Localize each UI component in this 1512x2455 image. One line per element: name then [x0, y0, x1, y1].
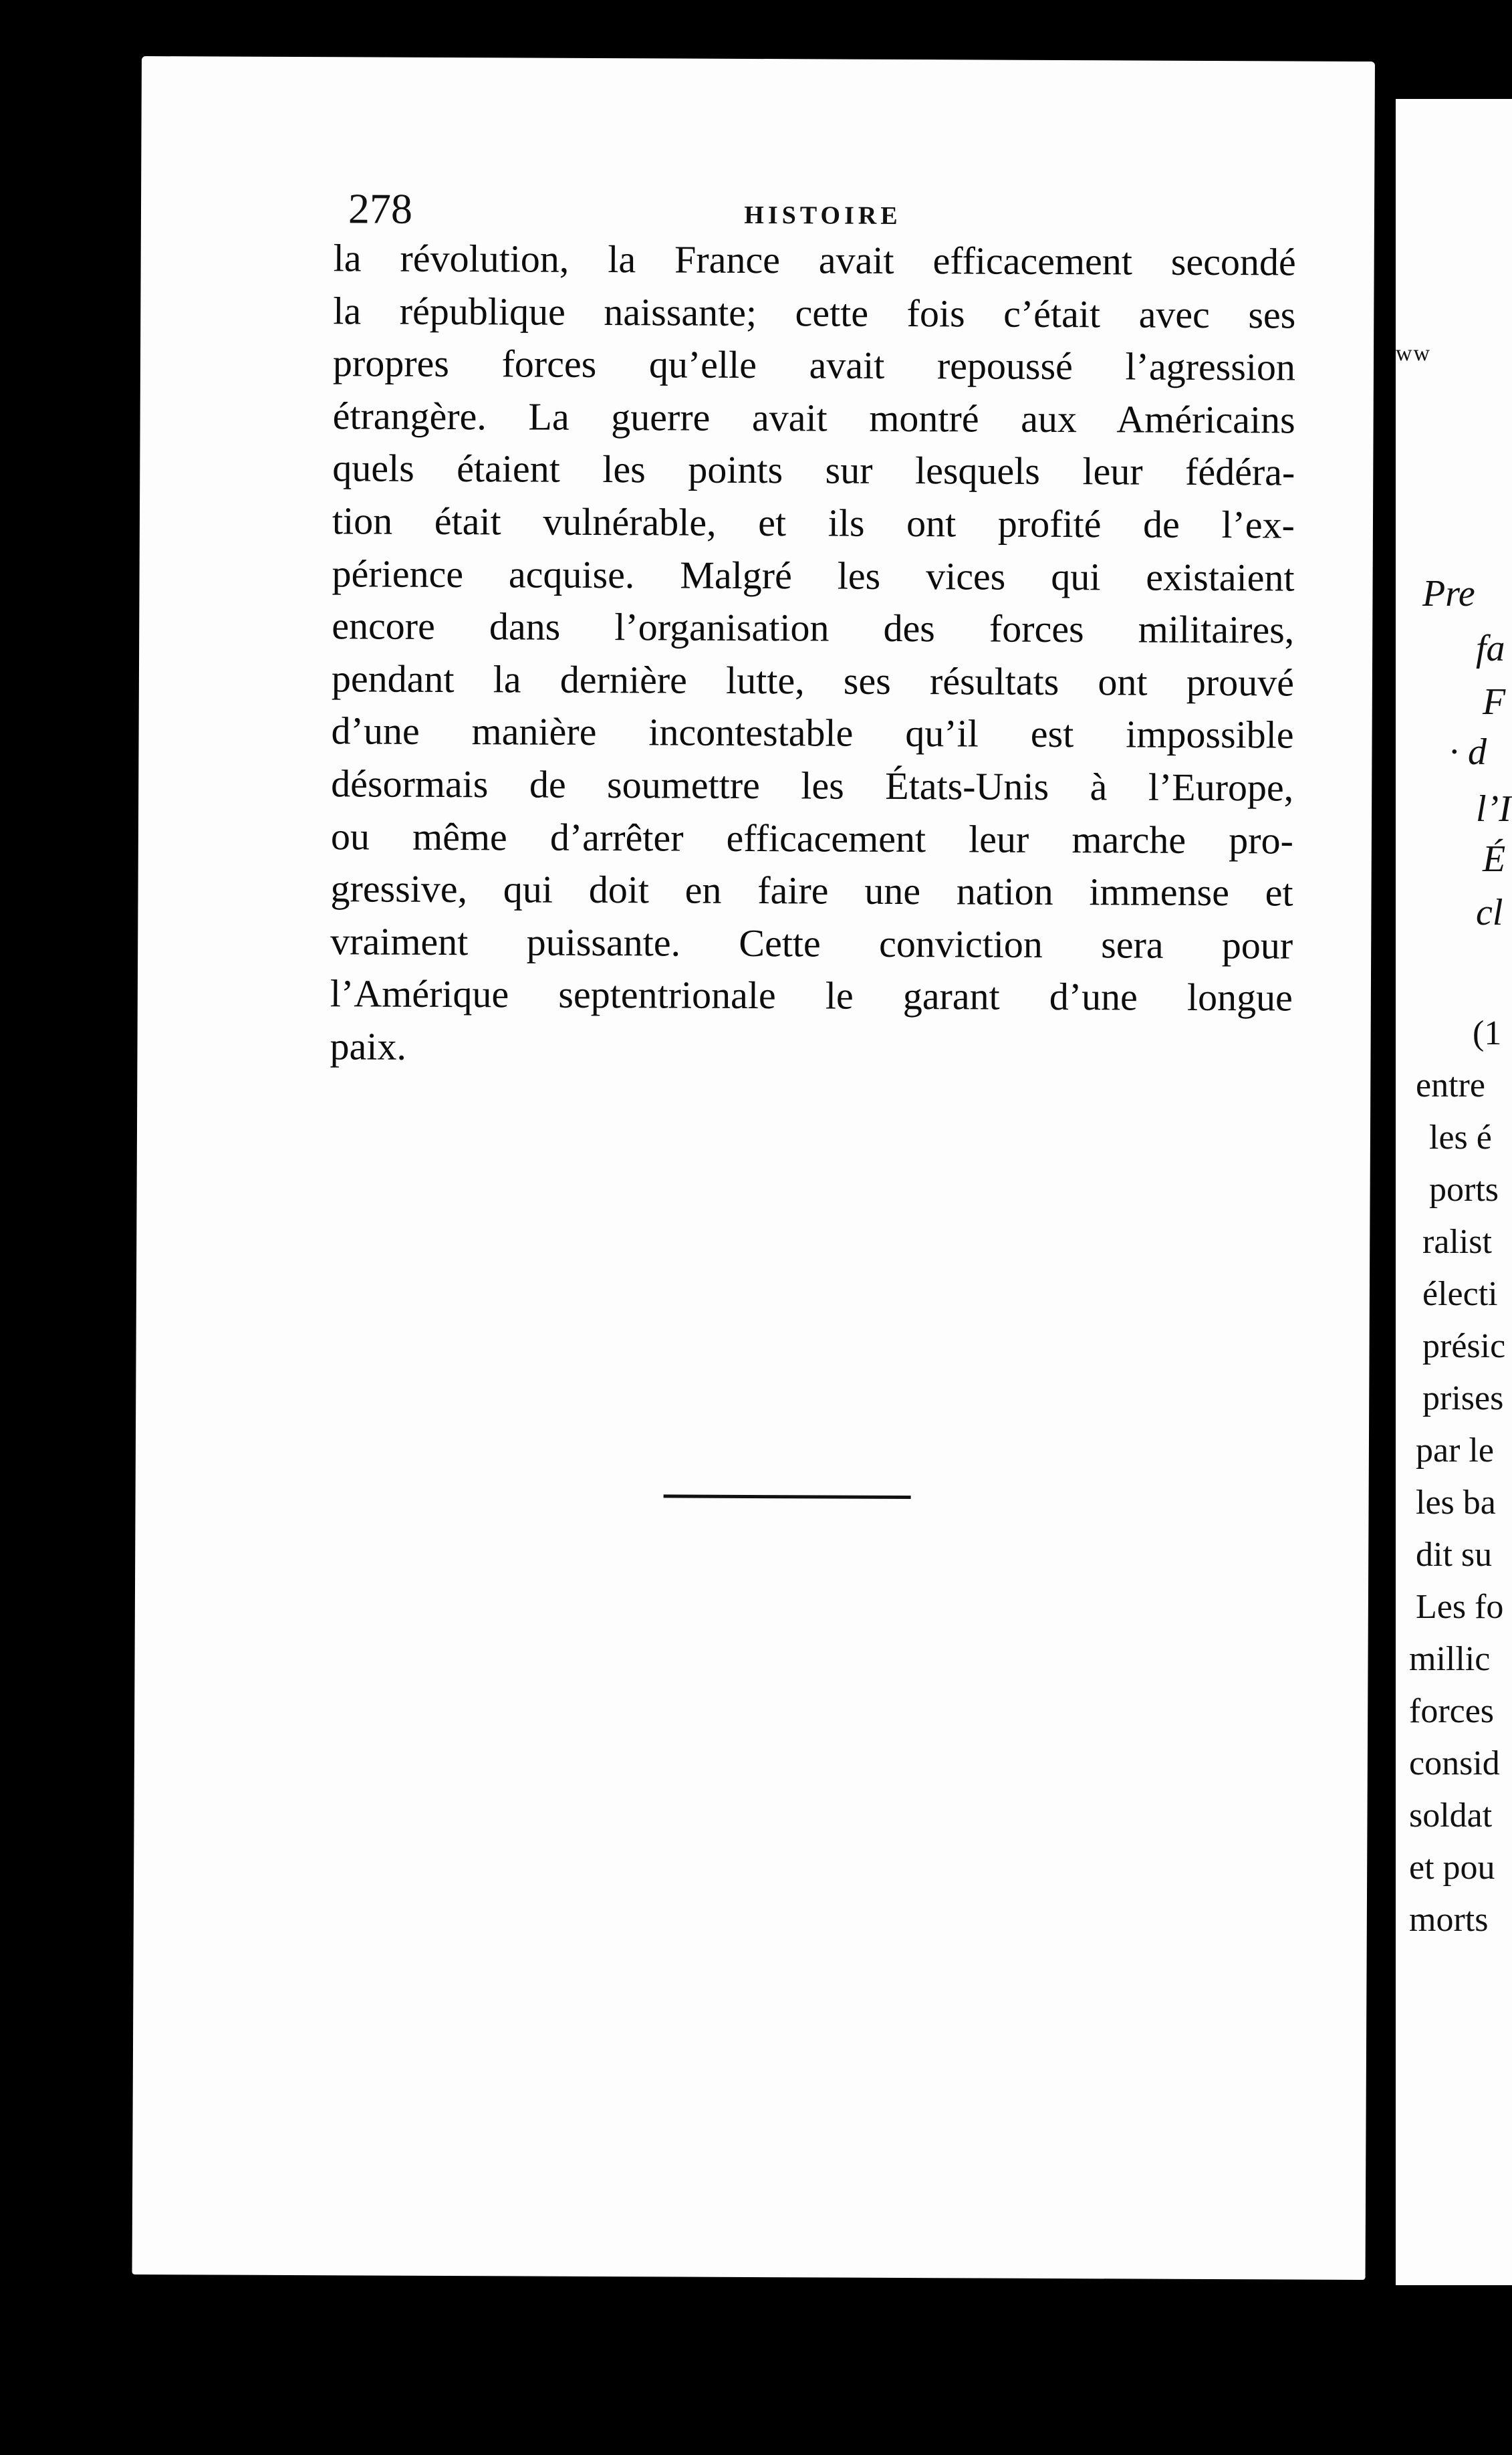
right-page-fragment: prises [1422, 1379, 1504, 1417]
right-page-fragment: dit su [1416, 1536, 1493, 1574]
right-page-fragment: Pre [1422, 573, 1475, 614]
text-line: tion était vulnérable, et ils ont profité de l’ex- [332, 499, 1295, 547]
right-page-fragment: (1 [1473, 1014, 1502, 1052]
right-page-fragment: Les fo [1416, 1588, 1504, 1626]
text-line: encore dans l’organisation des forces militaires, [332, 604, 1295, 652]
text-line: quels étaient les points sur lesquels leur fédéra- [332, 446, 1295, 494]
right-page-fragment: ports [1429, 1171, 1499, 1209]
right-page-fragment: entre [1416, 1066, 1485, 1104]
right-page-edge [1396, 99, 1512, 2285]
running-head-title: HISTOIRE [744, 201, 902, 230]
text-line: étrangère. La guerre avait montré aux Américains [332, 394, 1295, 442]
page-number: 278 [348, 185, 413, 233]
right-page-fragment: ww [1396, 341, 1432, 366]
right-page-fragment: présic [1422, 1327, 1506, 1365]
right-page-fragment: les é [1429, 1119, 1492, 1157]
right-page-fragment: l’I [1476, 788, 1511, 830]
right-page-fragment: F [1483, 681, 1506, 723]
end-of-chapter-rule [664, 1494, 911, 1499]
right-page-fragment: É [1483, 838, 1506, 880]
right-page-fragment: cl [1476, 892, 1503, 933]
right-page-fragment: fa [1476, 628, 1505, 669]
left-page [132, 56, 1375, 2280]
right-page-fragment: les ba [1416, 1484, 1496, 1522]
right-page-fragment: soldat [1409, 1796, 1493, 1835]
text-line: pendant la dernière lutte, ses résultats ont prouvé [331, 656, 1295, 705]
right-page-fragment: morts [1409, 1901, 1489, 1939]
right-page-fragment: forces [1409, 1692, 1495, 1730]
text-line: périence acquise. Malgré les vices qui existaient [332, 551, 1295, 600]
text-line: désormais de soumettre les États-Unis à l’Europe, [331, 762, 1294, 810]
right-page-fragment: consid [1409, 1744, 1500, 1782]
right-page-fragment: · d [1449, 731, 1487, 773]
right-page-fragment: millic [1409, 1640, 1491, 1678]
text-line: paix. [330, 1024, 407, 1068]
text-line: d’une manière incontestable qu’il est impossible [331, 709, 1294, 757]
text-line: la république naissante; cette fois c’était avec ses [333, 288, 1296, 337]
right-page-fragment: ralist [1422, 1223, 1492, 1261]
text-line: vraiment puissante. Cette conviction sera pour [330, 919, 1293, 967]
right-page-fragment: électi [1422, 1275, 1498, 1313]
right-page-fragment: par le [1416, 1431, 1494, 1470]
text-line: la révolution, la France avait efficacement secondé [333, 236, 1296, 284]
body-paragraph [330, 232, 1295, 1077]
text-line: ou même d’arrêter efficacement leur marche pro- [330, 814, 1294, 862]
text-line: l’Amérique septentrionale le garant d’une longue [330, 971, 1293, 1020]
right-page-fragment: et pou [1409, 1849, 1495, 1887]
text-line: propres forces qu’elle avait repoussé l’agression [332, 341, 1296, 389]
text-line: gressive, qui doit en faire une nation immense et [330, 866, 1293, 915]
